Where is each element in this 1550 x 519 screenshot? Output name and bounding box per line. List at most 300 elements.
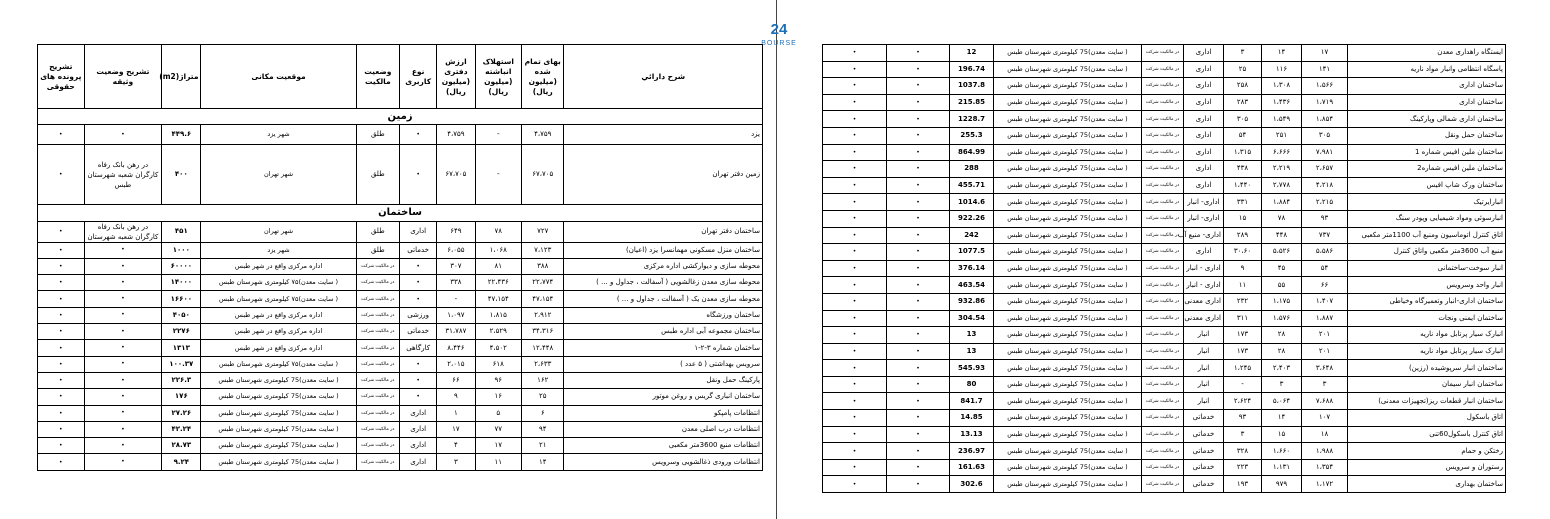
table-row	[823, 476, 1506, 493]
table-cell: در رهن بانک رفاه کارگران شعبه شهرستان	[84, 221, 162, 242]
table-cell: •	[84, 438, 162, 454]
table-cell: ( سایت معدن)75 کیلومتری شهرستان طبس	[201, 405, 356, 421]
table-cell: ۱۰۰۰	[162, 242, 201, 258]
table-cell: ۱۱۶	[1262, 61, 1302, 78]
table-cell: ۱۷۳	[1224, 327, 1262, 344]
table-cell: در مالکیت شرکت	[356, 340, 399, 356]
table-row	[823, 426, 1506, 443]
table-cell: ساختمان انباری گریس و روغن موتور	[564, 389, 763, 405]
table-cell: ( سایت معدن)75 کیلومتری شهرستان طبس	[994, 177, 1142, 194]
table-cell: ۱،۹۸۸	[1302, 443, 1348, 460]
empty-marker-cell: •	[887, 310, 950, 327]
empty-marker-cell: •	[887, 244, 950, 261]
table-cell: 196.74	[950, 61, 994, 78]
table-cell: ( سایت معدن)75 کیلومتری شهرستان طبس	[994, 476, 1142, 493]
empty-marker-cell: •	[887, 343, 950, 360]
table-cell: ۲،۵۲۹	[475, 324, 522, 340]
table-cell: اداری	[1184, 78, 1224, 95]
table-row	[38, 324, 763, 340]
table-cell: 161.63	[950, 459, 994, 476]
table-cell: ۶۷،۷۰۵	[437, 145, 475, 205]
table-cell: ۹۳	[1224, 410, 1262, 427]
table-cell: ۳۰۵	[1302, 127, 1348, 144]
table-cell: اداری	[400, 221, 437, 242]
table-cell: ۷۲۷	[522, 221, 564, 242]
empty-marker-cell: •	[823, 327, 887, 344]
table-row	[823, 127, 1506, 144]
table-cell: 304.54	[950, 310, 994, 327]
table-cell: ۴،۵۰۲	[475, 340, 522, 356]
table-cell: انبارسوئی ومواد شیمیایی وپودر سنگ	[1348, 210, 1506, 227]
table-cell: 545.93	[950, 360, 994, 377]
table-cell: 288	[950, 161, 994, 178]
table-cell: ۱۲،۴۴۸	[522, 340, 564, 356]
table-cell: اتاق کنترل اتوماسیون ومنبع آب 1100متر مکعبی	[1348, 227, 1506, 244]
table-cell: •	[38, 356, 85, 372]
table-cell: ۱،۵۴۹	[1262, 111, 1302, 128]
table-cell: ( سایت معدن)75 کیلومتری شهرستان طبس	[994, 410, 1142, 427]
table-cell: •	[84, 324, 162, 340]
table-cell: ۴	[437, 438, 475, 454]
table-row	[823, 61, 1506, 78]
table-cell: -	[1224, 376, 1262, 393]
table-cell: ۱۴	[1262, 410, 1302, 427]
table-cell: رختکن و حمام	[1348, 443, 1506, 460]
table-cell: در مالکیت شرکت	[1142, 194, 1184, 211]
empty-marker-cell: •	[887, 45, 950, 62]
table-cell: اداری	[1184, 111, 1224, 128]
table-cell: انتظامات درب اصلی معدن	[564, 421, 763, 437]
logo-word: BOURSE	[761, 40, 797, 47]
table-cell: محوطه سازی معدن یک ( آسفالت ، جداول و ... )	[564, 291, 763, 307]
table-cell: ۹	[437, 389, 475, 405]
table-cell: ( سایت معدن)75 کیلومتری شهرستان طبس	[994, 260, 1142, 277]
table-cell: •	[38, 372, 85, 388]
empty-marker-cell: •	[887, 127, 950, 144]
table-cell: ۴۲.۲۴	[162, 421, 201, 437]
empty-marker-cell: •	[887, 277, 950, 294]
table-cell: اداری- انبار	[1184, 194, 1224, 211]
table-cell: اداری	[1184, 61, 1224, 78]
table-cell: شهر تهران	[201, 221, 356, 242]
right-asset-table	[822, 44, 1506, 493]
table-row	[823, 410, 1506, 427]
empty-marker-cell: •	[887, 360, 950, 377]
table-cell: انتظامات ورودی ذغالشویی وسرویس	[564, 454, 763, 470]
table-cell: در رهن بانک رفاه کارگران شعبه شهرستان طبس	[84, 145, 162, 205]
table-cell: ( سایت معدن)75 کیلومتری شهرستان طبس	[994, 210, 1142, 227]
empty-marker-cell: •	[823, 144, 887, 161]
table-cell: انبار	[1184, 360, 1224, 377]
table-cell: ۲،۶۳۳	[522, 356, 564, 372]
table-cell: ۵۵	[1262, 277, 1302, 294]
table-cell: ۷۳۷	[1302, 227, 1348, 244]
table-cell: در مالکیت شرکت	[1142, 244, 1184, 261]
table-cell: اداری - انبار	[1184, 277, 1224, 294]
table-cell: 13	[950, 327, 994, 344]
table-cell: اداری معدنی	[1184, 310, 1224, 327]
table-cell: در مالکیت شرکت	[1142, 426, 1184, 443]
table-cell: اداری	[1184, 94, 1224, 111]
table-cell: ۳۳۸	[437, 275, 475, 291]
table-cell: ( سایت معدن)75 کیلومتری شهرستان طبس	[994, 111, 1142, 128]
table-cell: ۱۶۲	[522, 372, 564, 388]
table-cell: •	[400, 372, 437, 388]
table-cell: خدماتی	[1184, 443, 1224, 460]
empty-marker-cell: •	[887, 194, 950, 211]
table-row	[823, 443, 1506, 460]
table-cell: ۳۴،۳۱۶	[522, 324, 564, 340]
table-cell: •	[38, 438, 85, 454]
table-cell: ۳۳۱	[1224, 194, 1262, 211]
table-cell: ۹۳	[1302, 210, 1348, 227]
table-cell: •	[38, 145, 85, 205]
table-cell: ۳۱۱	[1224, 310, 1262, 327]
table-cell: ۴۳۸	[1224, 161, 1262, 178]
table-cell: ۱۶	[475, 389, 522, 405]
table-cell: ۳	[1224, 45, 1262, 62]
table-cell: خدماتی	[400, 324, 437, 340]
table-cell: در مالکیت شرکت	[356, 454, 399, 470]
table-cell: در مالکیت شرکت	[1142, 410, 1184, 427]
table-cell: ۵،۵۲۶	[1262, 244, 1302, 261]
table-cell: انبارک سیار پرتابل مواد ناریه	[1348, 343, 1506, 360]
table-cell: اداری	[1184, 161, 1224, 178]
table-cell: ۱،۱۷۵	[1262, 293, 1302, 310]
table-cell: 12	[950, 45, 994, 62]
section-row	[38, 109, 763, 125]
table-cell: ۱۵	[1262, 426, 1302, 443]
table-cell: ساختمان حمل ونقل	[1348, 127, 1506, 144]
section-row	[38, 205, 763, 221]
table-cell: ( سایت معدن)75 کیلومتری شهرستان طبس	[994, 459, 1142, 476]
table-cell: منبع آب 3600متر مکعبی واتاق کنترل	[1348, 244, 1506, 261]
table-cell: ۱،۸۸۴	[1262, 194, 1302, 211]
table-cell: ( سایت معدن)75 کیلومتری شهرستان طبس	[994, 78, 1142, 95]
table-cell: ۵،۰۶۴	[1262, 393, 1302, 410]
table-cell: ۱،۸۵۴	[1302, 111, 1348, 128]
table-cell: ۶	[522, 405, 564, 421]
empty-marker-cell: •	[823, 343, 887, 360]
table-cell: ۱	[437, 405, 475, 421]
table-cell: ۱،۴۴۰	[1224, 177, 1262, 194]
table-cell: در مالکیت شرکت	[1142, 277, 1184, 294]
table-cell: ۲۸	[1262, 327, 1302, 344]
table-cell: خدماتی	[1184, 426, 1224, 443]
table-cell: ۲۲،۷۷۴	[522, 275, 564, 291]
table-cell: -	[475, 125, 522, 145]
table-cell: شهر یزد	[201, 125, 356, 145]
table-cell: ۳۸۸	[522, 258, 564, 274]
table-row	[38, 291, 763, 307]
table-cell: 255.3	[950, 127, 994, 144]
table-cell: •	[400, 275, 437, 291]
table-cell: ( سایت معدن)75 کیلومتری شهرستان طبس	[994, 376, 1142, 393]
table-cell: انبار	[1184, 327, 1224, 344]
table-row	[823, 111, 1506, 128]
table-cell: انبارک سیار پرتابل مواد ناریه	[1348, 327, 1506, 344]
table-cell: ساختمان انبار سیمان	[1348, 376, 1506, 393]
table-cell: ایستگاه راهداری معدن	[1348, 45, 1506, 62]
table-cell: ۱،۳۰۸	[1262, 78, 1302, 95]
table-cell: ۲۵۱	[1262, 127, 1302, 144]
table-cell: ساختمان ملین افیس شماره 1	[1348, 144, 1506, 161]
table-cell: ۱،۰۹۷	[437, 307, 475, 323]
table-cell: ۶۶	[437, 372, 475, 388]
empty-marker-cell: •	[887, 327, 950, 344]
table-cell: ۲۸۹	[1224, 227, 1262, 244]
table-cell: اداره مرکزی واقع در شهر طبس	[201, 324, 356, 340]
table-cell: ( سایت معدن)75 کیلومتری شهرستان طبس	[994, 327, 1142, 344]
table-row	[823, 277, 1506, 294]
table-cell: انبار	[1184, 393, 1224, 410]
empty-marker-cell: •	[823, 177, 887, 194]
table-cell: ۲۵۸	[1224, 78, 1262, 95]
table-row	[38, 356, 763, 372]
table-cell: ۱،۴۰۷	[1302, 293, 1348, 310]
empty-marker-cell: •	[887, 144, 950, 161]
empty-marker-cell: •	[823, 410, 887, 427]
table-cell: ۹۴	[522, 421, 564, 437]
table-cell: ۱۴	[522, 454, 564, 470]
table-row	[38, 340, 763, 356]
table-cell: ۱،۵۷۶	[1262, 310, 1302, 327]
table-cell: انبار واحد وسرویس	[1348, 277, 1506, 294]
table-cell: ( سایت معدن)۷۵ کیلومتری شهرستان طبس	[201, 291, 356, 307]
table-cell: ساختمان بهداری	[1348, 476, 1506, 493]
left-header-cell: موقعیت مکانی	[201, 45, 356, 109]
table-row	[823, 360, 1506, 377]
left-header-cell: نوع کاربری	[400, 45, 437, 109]
table-row	[38, 454, 763, 470]
table-cell: در مالکیت شرکت	[356, 356, 399, 372]
empty-marker-cell: •	[887, 426, 950, 443]
table-cell: در مالکیت شرکت	[356, 307, 399, 323]
table-cell: ساختمان دفتر تهران	[564, 221, 763, 242]
table-cell: ۱۳۱۳	[162, 340, 201, 356]
table-cell: -	[475, 145, 522, 205]
table-cell: ( سایت معدن)75 کیلومتری شهرستان طبس	[994, 277, 1142, 294]
table-cell: اداری- منبع آب	[1184, 227, 1224, 244]
table-cell: ۴۷،۱۵۴	[475, 291, 522, 307]
table-cell: 376.14	[950, 260, 994, 277]
table-cell: ۳	[1302, 376, 1348, 393]
table-cell: ۳	[1262, 376, 1302, 393]
table-row	[38, 221, 763, 242]
table-cell: ۲۲۷۶	[162, 324, 201, 340]
table-cell: ۴۵	[1262, 260, 1302, 277]
table-cell: ۲،۰۱۵	[437, 356, 475, 372]
table-cell: ساختمان شماره ۳-۲-۱	[564, 340, 763, 356]
table-cell: ۱،۸۱۵	[475, 307, 522, 323]
table-cell: ۱،۲۴۵	[1224, 360, 1262, 377]
table-cell: ساختمان ورزشگاه	[564, 307, 763, 323]
table-row	[38, 307, 763, 323]
table-cell: ۴،۷۵۹	[437, 125, 475, 145]
table-cell: در مالکیت شرکت	[1142, 443, 1184, 460]
table-cell: طلق	[356, 125, 399, 145]
table-cell: ۲۸	[1262, 343, 1302, 360]
table-cell: ۷،۶۸۸	[1302, 393, 1348, 410]
table-cell: ۱۰۰.۳۷	[162, 356, 201, 372]
table-cell: ( سایت معدن)75 کیلومتری شهرستان طبس	[994, 293, 1142, 310]
table-cell: در مالکیت شرکت	[1142, 327, 1184, 344]
table-cell: انبار	[1184, 343, 1224, 360]
table-cell: ۶۱۸	[475, 356, 522, 372]
empty-marker-cell: •	[887, 61, 950, 78]
empty-marker-cell: •	[887, 210, 950, 227]
table-cell: ( سایت معدن)75 کیلومتری شهرستان طبس	[994, 343, 1142, 360]
table-cell: در مالکیت شرکت	[1142, 260, 1184, 277]
table-cell: در مالکیت شرکت	[1142, 360, 1184, 377]
table-cell: ۱۹۳	[1224, 476, 1262, 493]
empty-marker-cell: •	[823, 393, 887, 410]
table-cell: •	[84, 242, 162, 258]
table-cell: ۱۴۰۰۰	[162, 275, 201, 291]
table-cell: ساختمان ورک شاپ افیس	[1348, 177, 1506, 194]
table-cell: ۳	[437, 454, 475, 470]
table-cell: خدماتی	[1184, 410, 1224, 427]
table-row	[823, 177, 1506, 194]
table-cell: انتظامات منبع 3600متر مکعبی	[564, 438, 763, 454]
table-cell: 302.6	[950, 476, 994, 493]
empty-marker-cell: •	[823, 61, 887, 78]
table-cell: ( سایت معدن)75 کیلومتری شهرستان طبس	[201, 421, 356, 437]
table-cell: 455.71	[950, 177, 994, 194]
table-cell: •	[400, 125, 437, 145]
table-cell: 236.97	[950, 443, 994, 460]
table-cell: 13	[950, 343, 994, 360]
left-header-cell: وضعیت مالکیت	[356, 45, 399, 109]
table-cell: ۱،۸۸۷	[1302, 310, 1348, 327]
empty-marker-cell: •	[887, 161, 950, 178]
table-cell: ( سایت معدن)75 کیلومتری شهرستان طبس	[994, 144, 1142, 161]
left-header-cell: ارزش دفتری (میلیون ریال)	[437, 45, 475, 109]
table-cell: ساختمان اداری	[1348, 94, 1506, 111]
table-cell: ۱۱	[1224, 277, 1262, 294]
table-cell: ۳۲۸	[1224, 443, 1262, 460]
table-cell: ( سایت معدن)75 کیلومتری شهرستان طبس	[201, 454, 356, 470]
table-cell: ۴۴۹.۶	[162, 125, 201, 145]
table-cell: انبار سوخت-ساختمانی	[1348, 260, 1506, 277]
empty-marker-cell: •	[887, 227, 950, 244]
table-cell: پاسگاه انتظامی وانبار مواد ناریه	[1348, 61, 1506, 78]
section-title: ساختمان	[38, 205, 763, 221]
table-cell: •	[38, 242, 85, 258]
table-cell: ساختمان انبار سرپوشیده (رزین)	[1348, 360, 1506, 377]
table-cell: ۶،۶۶۶	[1262, 144, 1302, 161]
table-cell: ۳۰۵	[1224, 111, 1262, 128]
table-cell: طلق	[356, 242, 399, 258]
table-cell: در مالکیت شرکت	[356, 275, 399, 291]
empty-marker-cell: •	[823, 210, 887, 227]
table-cell: ساختمان اداری	[1348, 78, 1506, 95]
table-cell: در مالکیت شرکت	[1142, 459, 1184, 476]
table-cell: ۱،۶۶۰	[1262, 443, 1302, 460]
table-cell: 841.7	[950, 393, 994, 410]
table-row	[823, 343, 1506, 360]
empty-marker-cell: •	[887, 393, 950, 410]
table-cell: ۹۶	[475, 372, 522, 388]
table-cell: •	[400, 356, 437, 372]
table-cell: ( سایت معدن)75 کیلومتری شهرستان طبس	[201, 389, 356, 405]
table-cell: •	[38, 291, 85, 307]
table-cell: محوطه سازی معدن زغالشویی ( آسفالت ، جداول و ... )	[564, 275, 763, 291]
table-cell: ۱۶۶۰۰	[162, 291, 201, 307]
empty-marker-cell: •	[887, 376, 950, 393]
table-cell: ساختمان اداری شمالی وپارکینگ	[1348, 111, 1506, 128]
table-cell: ساختمان اداری-انبار وتعمیرگاه وخیاطی	[1348, 293, 1506, 310]
table-cell: •	[38, 454, 85, 470]
table-cell: ۲،۲۱۹	[1262, 161, 1302, 178]
table-cell: ۲۷.۲۶	[162, 405, 201, 421]
table-row	[823, 94, 1506, 111]
table-cell: ۲۸.۷۳	[162, 438, 201, 454]
table-cell: 922.26	[950, 210, 994, 227]
table-cell: ( سایت معدن)75 کیلومتری شهرستان طبس	[994, 227, 1142, 244]
table-cell: ۵۴	[1224, 127, 1262, 144]
table-cell: ۶۷،۷۰۵	[522, 145, 564, 205]
table-cell: ( سایت معدن)75 کیلومتری شهرستان طبس	[994, 61, 1142, 78]
table-cell: 13.13	[950, 426, 994, 443]
table-cell: در مالکیت شرکت	[356, 389, 399, 405]
table-cell: در مالکیت شرکت	[1142, 376, 1184, 393]
empty-marker-cell: •	[823, 443, 887, 460]
table-cell: •	[400, 258, 437, 274]
table-cell: در مالکیت شرکت	[1142, 476, 1184, 493]
table-cell: ۱،۴۳۶	[1262, 94, 1302, 111]
empty-marker-cell: •	[823, 360, 887, 377]
table-cell: ۲۵	[1224, 61, 1262, 78]
table-cell: 1228.7	[950, 111, 994, 128]
table-cell: ۱،۵۶۶	[1302, 78, 1348, 95]
empty-marker-cell: •	[887, 443, 950, 460]
table-cell: کارگاهی	[400, 340, 437, 356]
table-cell: ( سایت معدن)75 کیلومتری شهرستان طبس	[994, 244, 1142, 261]
table-cell: ۱۷	[1302, 45, 1348, 62]
table-cell: •	[84, 275, 162, 291]
table-cell: ۱،۱۷۲	[1302, 476, 1348, 493]
table-row	[823, 244, 1506, 261]
table-cell: در مالکیت شرکت	[356, 372, 399, 388]
table-cell: 1077.5	[950, 244, 994, 261]
table-cell: 932.86	[950, 293, 994, 310]
table-cell: ( سایت معدن)75 کیلومتری شهرستان طبس	[994, 443, 1142, 460]
table-cell: ۱۷	[437, 421, 475, 437]
table-cell: ساختمان منزل مسکونی مهمانسرا یزد (اعیان)	[564, 242, 763, 258]
table-cell: ۸۱	[475, 258, 522, 274]
table-cell: •	[400, 145, 437, 205]
table-cell: انبار	[1184, 376, 1224, 393]
table-cell: در مالکیت شرکت	[1142, 61, 1184, 78]
table-cell: در مالکیت شرکت	[1142, 94, 1184, 111]
table-cell: •	[84, 372, 162, 388]
table-cell: ۲،۶۲۴	[1224, 393, 1262, 410]
table-cell: ۶۰۰۰۰	[162, 258, 201, 274]
table-cell: اداری	[400, 405, 437, 421]
table-row	[823, 78, 1506, 95]
table-cell: 242	[950, 227, 994, 244]
table-cell: •	[84, 421, 162, 437]
table-cell: در مالکیت شرکت	[356, 291, 399, 307]
table-cell: اداری معدنی	[1184, 293, 1224, 310]
table-row	[38, 145, 763, 205]
table-cell: ۶،۰۵۵	[437, 242, 475, 258]
table-cell: ۱،۳۱۵	[1224, 144, 1262, 161]
table-cell: -	[437, 291, 475, 307]
table-cell: •	[38, 421, 85, 437]
section-title: زمین	[38, 109, 763, 125]
